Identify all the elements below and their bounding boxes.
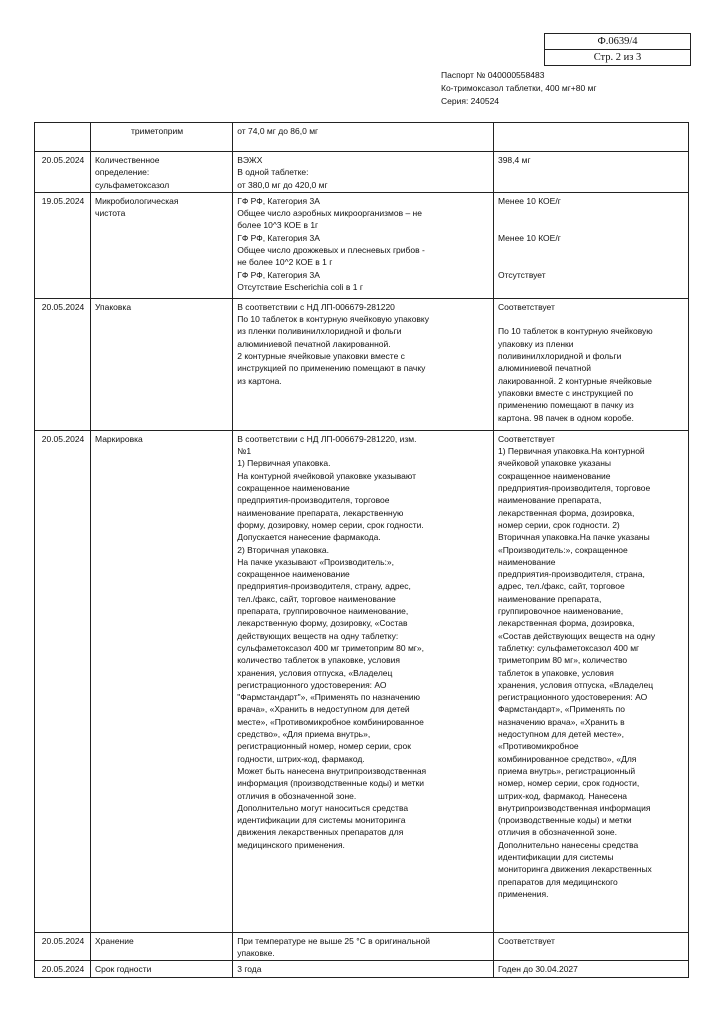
- table-row: [35, 961, 689, 977]
- row-test: триметоприм: [91, 123, 233, 152]
- form-code-box: [544, 33, 691, 66]
- row-norm: ГФ РФ, Категория 3А Общее число аэробных микроорганизмов – не более 10^3 КОЕ в 1г ГФ РФ, Категория 3А Общее число дрожжевых и плесневых грибов - не более 10^2 КОЕ в 1 г ГФ РФ, Категория 3А Отсутствие Escherichia coli в 1 г: [233, 192, 494, 298]
- passport-number: Паспорт № 040000558483: [441, 70, 545, 80]
- row-result: Соответствует: [493, 932, 688, 961]
- row-norm: В соответствии с НД ЛП-006679-281220, изм. №1 1) Первичная упаковка. На контурной ячейковой упаковке указывают сокращенное наименование предприятия-производителя, торговое наименование препарата, лекарственную форму, дозировку, номер серии, срок годности. Допускается нанесение фармакода. 2) Вторичная упаковка. На пачке указывают «Производитель:», сокращенное наименование предприятия-производителя, страну, адрес, тел./факс, сайт, торговое наименование препарата, группировочное наименование, лекарственную форму, дозировку, «Состав действующих веществ на одну таблетку: сульфаметоксазол 400 мг триметоприм 80 мг», количество таблеток в упаковке, условия хранения, условия отпуска, «Владелец регистрационного удостоверения: АО "Фармстандарт"», «Применять по назначению врача», «Хранить в недоступном для детей месте», «Противомикробное комбинированное средство», «Для приема внутрь», регистрационный номер, номер серии, срок годности, штрих-код, фармакод. Может быть нанесена внутрипроизводственная информация (производственные коды) и метки отличия в обозначенной зоне. Дополнительно могут наноситься средства идентификации для системы мониторинга движения лекарственных препаратов для медицинского применения.: [233, 430, 494, 932]
- row-date: 19.05.2024: [35, 192, 91, 298]
- quality-results-table: [34, 122, 689, 978]
- passport-header: [441, 69, 597, 108]
- row-test: Упаковка: [91, 298, 233, 430]
- row-date: 20.05.2024: [35, 152, 91, 193]
- row-date: 20.05.2024: [35, 961, 91, 977]
- row-norm: ВЭЖХ В одной таблетке: от 380,0 мг до 420,0 мг: [233, 152, 494, 193]
- row-date: 20.05.2024: [35, 932, 91, 961]
- row-result: Годен до 30.04.2027: [493, 961, 688, 977]
- row-test: Количественное определение: сульфаметоксазол: [91, 152, 233, 193]
- table-row: [35, 430, 689, 932]
- row-test: Микробиологическая чистота: [91, 192, 233, 298]
- row-date: 20.05.2024: [35, 298, 91, 430]
- row-norm: 3 года: [233, 961, 494, 977]
- table-row: [35, 152, 689, 193]
- row-result: 398,4 мг: [493, 152, 688, 193]
- table-row: [35, 123, 689, 152]
- row-norm: При температуре не выше 25 °С в оригинальной упаковке.: [233, 932, 494, 961]
- table-row: [35, 298, 689, 430]
- row-test: Маркировка: [91, 430, 233, 932]
- row-test: Срок годности: [91, 961, 233, 977]
- row-test: Хранение: [91, 932, 233, 961]
- row-result: Менее 10 КОЕ/г Менее 10 КОЕ/г Отсутствует: [493, 192, 688, 298]
- row-date: [35, 123, 91, 152]
- row-norm: от 74,0 мг до 86,0 мг: [233, 123, 494, 152]
- row-result: Соответствует По 10 таблеток в контурную ячейковую упаковку из пленки поливинилхлоридной и фольги алюминиевой печатной лакированной. 2 контурные ячейковые упаковки вместе с инструкцией по применению помещают в пачку из картона. 98 пачек в одном коробе.: [493, 298, 688, 430]
- row-norm: В соответствии с НД ЛП-006679-281220 По 10 таблеток в контурную ячейковую упаковку из пленки поливинилхлоридной и фольги алюминиевой печатной лакированной. 2 контурные ячейковые упаковки вместе с инструкцией по применению помещают в пачку из картона.: [233, 298, 494, 430]
- table-row: [35, 192, 689, 298]
- row-result: [493, 123, 688, 152]
- row-date: 20.05.2024: [35, 430, 91, 932]
- form-code: Ф.0639/4: [597, 36, 638, 47]
- page-number: Стр. 2 из 3: [545, 49, 690, 65]
- table-row: [35, 932, 689, 961]
- row-result: Соответствует 1) Первичная упаковка.На контурной ячейковой упаковке указаны сокращенное наименование предприятия-производителя, торговое наименование препарата, лекарственная форма, дозировка, номер серии, срок годности. 2) Вторичная упаковка.На пачке указаны «Производитель:», сокращенное наименование предприятия-производителя, страна, адрес, тел./факс, сайт, торговое наименование препарата, группировочное наименование, лекарственная форма, дозировка, «Состав действующих веществ на одну таблетку: сульфаметоксазол 400 мг триметоприм 80 мг», количество таблеток в упаковке, условия хранения, условия отпуска, «Владелец регистрационного удостоверения: АО Фармстандарт», «Применять по назначению врача», «Хранить в недоступном для детей месте», «Противомикробное комбинированное средство», «Для приема внутрь», регистрационный номер, номер серии, срок годности, штрих-код, фармакод. Нанесена внутрипроизводственная информация (производственные коды) и метки отличия в обозначенной зоне. Дополнительно нанесены средства идентификации для системы мониторинга движения лекарственных препаратов для медицинского применения.: [493, 430, 688, 932]
- product-name: Ко-тримоксазол таблетки, 400 мг+80 мг: [441, 83, 597, 93]
- series-number: Серия: 240524: [441, 96, 500, 106]
